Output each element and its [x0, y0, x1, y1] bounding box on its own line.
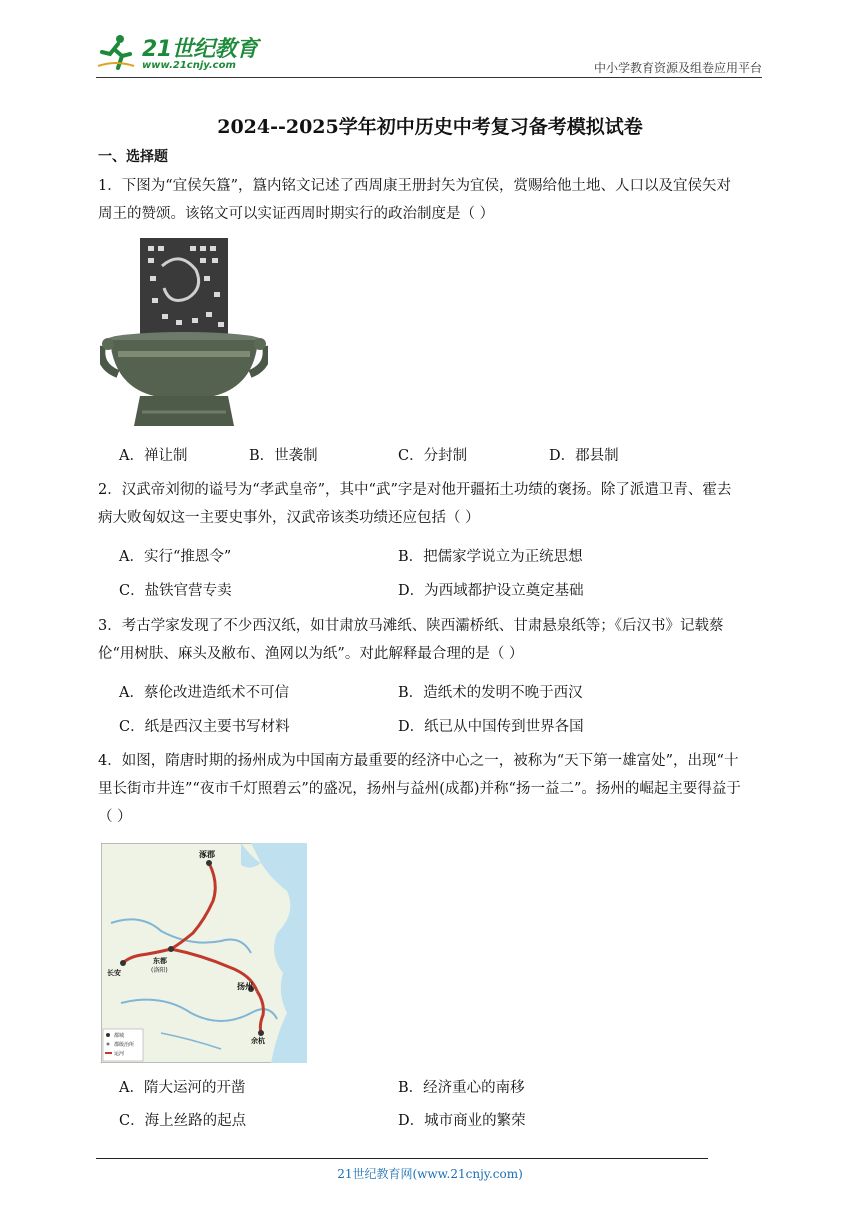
map-label-yuhang: 余杭: [251, 1037, 265, 1045]
page-header: [96, 30, 762, 78]
legend-prefecture: 郡级治所: [114, 1042, 135, 1048]
footer-divider: [96, 1158, 708, 1159]
q2-option-a[interactable]: A．实行“推恩令”: [119, 549, 232, 565]
q3-option-a[interactable]: A．蔡伦改进造纸术不可信: [119, 685, 289, 701]
question-2-line-1: 2．汉武帝刘彻的谥号为“孝武皇帝”，其中“武”字是对他开疆拓土功绩的褒扬。除了派遣卫青、霍去: [98, 482, 732, 498]
q3-option-c[interactable]: C．纸是西汉主要书写材料: [119, 719, 290, 735]
bronze-gui-vessel-image: [100, 236, 268, 430]
map-label-yangzhou: 扬州: [237, 982, 253, 991]
q4-option-d[interactable]: D．城市商业的繁荣: [398, 1113, 526, 1129]
q2-option-c[interactable]: C．盐铁官营专卖: [119, 583, 232, 599]
site-logo[interactable]: [96, 30, 266, 76]
exam-title: 2024--2025学年初中历史中考复习备考模拟试卷: [217, 116, 643, 138]
q1-option-a[interactable]: A．禅让制: [119, 448, 188, 464]
map-label-luoyang: (洛阳): [151, 967, 168, 974]
question-4-stem: [98, 747, 764, 831]
map-label-dongdu: 东都: [153, 957, 167, 965]
q4-option-b[interactable]: B．经济重心的南移: [398, 1080, 525, 1096]
section-heading: 一、选择题: [98, 149, 168, 165]
question-4-line-1: 4．如图，隋唐时期的扬州成为中国南方最重要的经济中心之一，被称为“天下第一雄富处”，出现“十: [98, 753, 739, 769]
runner-logo-icon: [96, 32, 136, 72]
map-label-zhuojun: 涿郡: [199, 850, 215, 859]
q3-option-d[interactable]: D．纸已从中国传到世界各国: [398, 719, 584, 735]
question-3-line-2: 伦“用树肤、麻头及敝布、渔网以为纸”。对此解释最合理的是（ ）: [98, 646, 524, 662]
legend-capital: 都城: [114, 1033, 125, 1039]
q1-option-b[interactable]: B．世袭制: [249, 448, 318, 464]
question-2-line-2: 病大败匈奴这一主要史事外，汉武帝该类功绩还应包括（ ）: [98, 510, 480, 526]
question-4-line-3: （ ）: [98, 809, 132, 825]
question-4-line-2: 里长街市井连”“夜市千灯照碧云”的盛况，扬州与益州(成都)并称“扬一益二”。扬州的崛起主要得益于: [98, 781, 741, 797]
logo-brand-text: 21世纪教育: [142, 37, 258, 62]
question-1-line-1: 1．下图为“宜侯矢簋”，簋内铭文记述了西周康王册封矢为宜侯，赏赐给他土地、人口以及宜侯矢对: [98, 178, 732, 194]
legend-canal: 运河: [114, 1051, 125, 1057]
q1-option-d[interactable]: D．郡县制: [549, 448, 619, 464]
question-1-line-2: 周王的赞颂。该铭文可以实证西周时期实行的政治制度是（ ）: [98, 206, 495, 222]
question-1-stem: [98, 172, 764, 228]
footer-link[interactable]: 21世纪教育网(www.21cnjy.com): [337, 1167, 523, 1181]
q4-option-c[interactable]: C．海上丝路的起点: [119, 1113, 247, 1129]
q1-option-c[interactable]: C．分封制: [398, 448, 468, 464]
q2-option-d[interactable]: D．为西域都护设立奠定基础: [398, 583, 584, 599]
sui-grand-canal-map: [101, 843, 307, 1063]
header-divider: [96, 77, 762, 78]
question-2-stem: [98, 476, 764, 532]
q2-option-b[interactable]: B．把儒家学说立为正统思想: [398, 549, 583, 565]
map-label-changan: 长安: [107, 969, 121, 977]
question-3-line-1: 3．考古学家发现了不少西汉纸，如甘肃放马滩纸、陕西灞桥纸、甘肃悬泉纸等；《后汉书》记载蔡: [98, 618, 724, 634]
header-tagline: 中小学教育资源及组卷应用平台: [593, 61, 762, 75]
q3-option-b[interactable]: B．造纸术的发明不晚于西汉: [398, 685, 583, 701]
question-3-stem: [98, 612, 764, 668]
q4-option-a[interactable]: A．隋大运河的开凿: [119, 1080, 246, 1096]
logo-site-text: www.21cnjy.com: [142, 60, 236, 71]
